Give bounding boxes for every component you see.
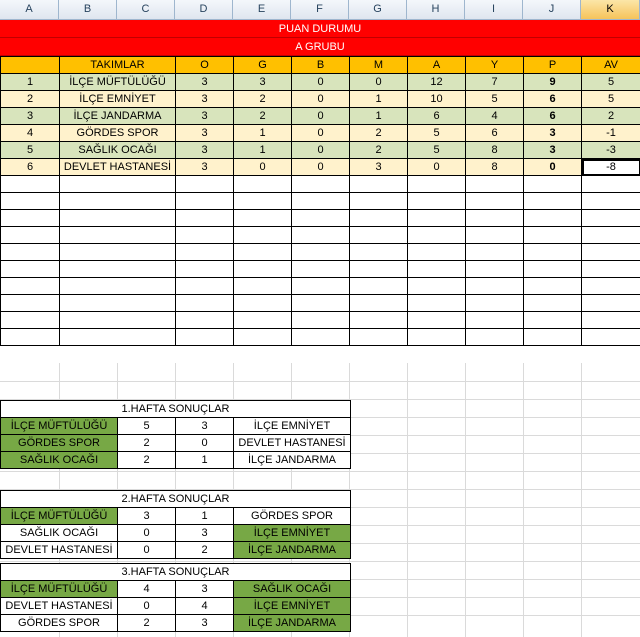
standings-row: [1, 74, 640, 91]
header-cell-b[interactable]: B: [292, 57, 350, 74]
points-cell[interactable]: 3: [524, 142, 582, 159]
goal-diff-cell[interactable]: -1: [582, 125, 640, 142]
match-row: [1, 525, 351, 542]
match-row: [1, 508, 351, 525]
drawn-cell[interactable]: 0: [292, 142, 350, 159]
empty-row: [1, 244, 640, 261]
header-cell[interactable]: [1, 57, 60, 74]
goal-diff-cell[interactable]: 2: [582, 108, 640, 125]
home-team-cell[interactable]: İLÇE MÜFTÜLÜĞÜ: [1, 508, 118, 525]
rank-cell[interactable]: 1: [1, 74, 60, 91]
header-cell-y[interactable]: Y: [466, 57, 524, 74]
empty-row: [1, 193, 640, 210]
points-cell[interactable]: 3: [524, 125, 582, 142]
won-cell[interactable]: 1: [234, 142, 292, 159]
rank-cell[interactable]: 2: [1, 91, 60, 108]
column-header-a[interactable]: A: [0, 0, 59, 19]
home-score-cell[interactable]: 0: [118, 542, 176, 559]
goals-for-cell[interactable]: 10: [408, 91, 466, 108]
empty-row: [1, 295, 640, 312]
away-score-cell[interactable]: 3: [176, 525, 234, 542]
goals-for-cell[interactable]: 6: [408, 108, 466, 125]
played-cell[interactable]: 3: [176, 159, 234, 176]
header-cell-g[interactable]: G: [234, 57, 292, 74]
away-team-cell[interactable]: İLÇE JANDARMA: [234, 452, 351, 469]
week-1-title[interactable]: 1.HAFTA SONUÇLAR: [1, 401, 351, 418]
away-team-cell[interactable]: İLÇE EMNİYET: [234, 418, 351, 435]
match-row: [1, 452, 351, 469]
lost-cell[interactable]: 2: [350, 125, 408, 142]
empty-row: [1, 227, 640, 244]
column-header-g[interactable]: G: [349, 0, 407, 19]
home-team-cell[interactable]: DEVLET HASTANESİ: [1, 598, 118, 615]
home-score-cell[interactable]: 0: [118, 525, 176, 542]
column-header-e[interactable]: E: [233, 0, 291, 19]
home-score-cell[interactable]: 4: [118, 581, 176, 598]
goals-against-cell[interactable]: 4: [466, 108, 524, 125]
week-2-results: [0, 490, 351, 559]
standings-row: [1, 108, 640, 125]
week-3-results: [0, 563, 351, 632]
goals-for-cell[interactable]: 5: [408, 142, 466, 159]
goals-against-cell[interactable]: 8: [466, 142, 524, 159]
column-header-f[interactable]: F: [291, 0, 349, 19]
empty-row: [1, 329, 640, 346]
goals-for-cell[interactable]: 0: [408, 159, 466, 176]
empty-row: [1, 210, 640, 227]
home-score-cell[interactable]: 2: [118, 452, 176, 469]
week-2-title[interactable]: 2.HAFTA SONUÇLAR: [1, 491, 351, 508]
home-team-cell[interactable]: SAĞLIK OCAĞI: [1, 525, 118, 542]
drawn-cell[interactable]: 0: [292, 125, 350, 142]
header-cell-o[interactable]: O: [176, 57, 234, 74]
home-score-cell[interactable]: 2: [118, 435, 176, 452]
rank-cell[interactable]: 4: [1, 125, 60, 142]
empty-row: [1, 261, 640, 278]
won-cell[interactable]: 2: [234, 108, 292, 125]
team-cell[interactable]: İLÇE JANDARMA: [60, 108, 176, 125]
away-score-cell[interactable]: 0: [176, 435, 234, 452]
away-score-cell[interactable]: 3: [176, 581, 234, 598]
header-cell-a[interactable]: A: [408, 57, 466, 74]
standings-header-row: [1, 57, 640, 74]
points-cell[interactable]: 9: [524, 74, 582, 91]
standings-row: [1, 142, 640, 159]
week-3-title[interactable]: 3.HAFTA SONUÇLAR: [1, 564, 351, 581]
home-score-cell[interactable]: 3: [118, 508, 176, 525]
header-cell-m[interactable]: M: [350, 57, 408, 74]
rank-cell[interactable]: 6: [1, 159, 60, 176]
home-team-cell[interactable]: GÖRDES SPOR: [1, 435, 118, 452]
home-team-cell[interactable]: SAĞLIK OCAĞI: [1, 452, 118, 469]
standings-row: [1, 125, 640, 142]
lost-cell[interactable]: 0: [350, 74, 408, 91]
match-row: [1, 615, 351, 632]
home-score-cell[interactable]: 5: [118, 418, 176, 435]
column-header-h[interactable]: H: [407, 0, 465, 19]
empty-row: [1, 176, 640, 193]
header-cell-p[interactable]: P: [524, 57, 582, 74]
match-row: [1, 435, 351, 452]
column-header-k[interactable]: K: [581, 0, 640, 19]
played-cell[interactable]: 3: [176, 142, 234, 159]
away-team-cell[interactable]: İLÇE JANDARMA: [234, 542, 351, 559]
drawn-cell[interactable]: 0: [292, 159, 350, 176]
team-cell[interactable]: İLÇE MÜFTÜLÜĞÜ: [60, 74, 176, 91]
drawn-cell[interactable]: 0: [292, 91, 350, 108]
match-row: [1, 418, 351, 435]
title-band-a-grubu[interactable]: A GRUBU: [0, 38, 640, 56]
column-header-j[interactable]: J: [523, 0, 581, 19]
column-header-b[interactable]: B: [59, 0, 117, 19]
home-team-cell[interactable]: İLÇE MÜFTÜLÜĞÜ: [1, 418, 118, 435]
away-score-cell[interactable]: 3: [176, 615, 234, 632]
home-score-cell[interactable]: 0: [118, 598, 176, 615]
standings-row: [1, 159, 640, 176]
team-cell[interactable]: DEVLET HASTANESİ: [60, 159, 176, 176]
rank-cell[interactable]: 5: [1, 142, 60, 159]
won-cell[interactable]: 1: [234, 125, 292, 142]
played-cell[interactable]: 3: [176, 91, 234, 108]
empty-row: [1, 278, 640, 295]
played-cell[interactable]: 3: [176, 74, 234, 91]
header-cell-takimlar[interactable]: TAKIMLAR: [60, 57, 176, 74]
standings-row: [1, 91, 640, 108]
goal-diff-cell[interactable]: -3: [582, 142, 640, 159]
away-score-cell[interactable]: 4: [176, 598, 234, 615]
points-cell[interactable]: 0: [524, 159, 582, 176]
away-score-cell[interactable]: 2: [176, 542, 234, 559]
standings-table: [0, 56, 640, 346]
goals-against-cell[interactable]: 7: [466, 74, 524, 91]
away-team-cell[interactable]: SAĞLIK OCAĞI: [234, 581, 351, 598]
points-cell[interactable]: 6: [524, 91, 582, 108]
lost-cell[interactable]: 3: [350, 159, 408, 176]
away-score-cell[interactable]: 1: [176, 452, 234, 469]
away-score-cell[interactable]: 1: [176, 508, 234, 525]
drawn-cell[interactable]: 0: [292, 108, 350, 125]
won-cell[interactable]: 0: [234, 159, 292, 176]
won-cell[interactable]: 2: [234, 91, 292, 108]
column-header-bar: [0, 0, 640, 20]
away-team-cell[interactable]: DEVLET HASTANESİ: [234, 435, 351, 452]
home-team-cell[interactable]: İLÇE MÜFTÜLÜĞÜ: [1, 581, 118, 598]
team-cell[interactable]: İLÇE EMNİYET: [60, 91, 176, 108]
played-cell[interactable]: 3: [176, 108, 234, 125]
match-row: [1, 542, 351, 559]
column-header-i[interactable]: I: [465, 0, 523, 19]
goal-diff-cell[interactable]: 5: [582, 91, 640, 108]
won-cell[interactable]: 3: [234, 74, 292, 91]
title-band-puan-durumu[interactable]: PUAN DURUMU: [0, 20, 640, 38]
home-score-cell[interactable]: 2: [118, 615, 176, 632]
team-cell[interactable]: SAĞLIK OCAĞI: [60, 142, 176, 159]
points-cell[interactable]: 6: [524, 108, 582, 125]
goals-for-cell[interactable]: 5: [408, 125, 466, 142]
column-header-c[interactable]: C: [117, 0, 175, 19]
selected-goal-diff-cell[interactable]: -8: [582, 159, 640, 176]
played-cell[interactable]: 3: [176, 125, 234, 142]
team-cell[interactable]: GÖRDES SPOR: [60, 125, 176, 142]
goal-diff-cell[interactable]: 5: [582, 74, 640, 91]
away-team-cell[interactable]: İLÇE EMNİYET: [234, 598, 351, 615]
header-cell-av[interactable]: AV: [582, 57, 640, 74]
lost-cell[interactable]: 2: [350, 142, 408, 159]
goals-against-cell[interactable]: 6: [466, 125, 524, 142]
goals-against-cell[interactable]: 5: [466, 91, 524, 108]
week-1-results: [0, 400, 351, 469]
lost-cell[interactable]: 1: [350, 91, 408, 108]
column-header-d[interactable]: D: [175, 0, 233, 19]
match-row: [1, 581, 351, 598]
empty-row: [1, 312, 640, 329]
away-team-cell[interactable]: İLÇE JANDARMA: [234, 615, 351, 632]
lost-cell[interactable]: 1: [350, 108, 408, 125]
rank-cell[interactable]: 3: [1, 108, 60, 125]
match-row: [1, 598, 351, 615]
drawn-cell[interactable]: 0: [292, 74, 350, 91]
away-team-cell[interactable]: GÖRDES SPOR: [234, 508, 351, 525]
away-team-cell[interactable]: İLÇE EMNİYET: [234, 525, 351, 542]
goals-for-cell[interactable]: 12: [408, 74, 466, 91]
home-team-cell[interactable]: GÖRDES SPOR: [1, 615, 118, 632]
goals-against-cell[interactable]: 8: [466, 159, 524, 176]
away-score-cell[interactable]: 3: [176, 418, 234, 435]
home-team-cell[interactable]: DEVLET HASTANESİ: [1, 542, 118, 559]
